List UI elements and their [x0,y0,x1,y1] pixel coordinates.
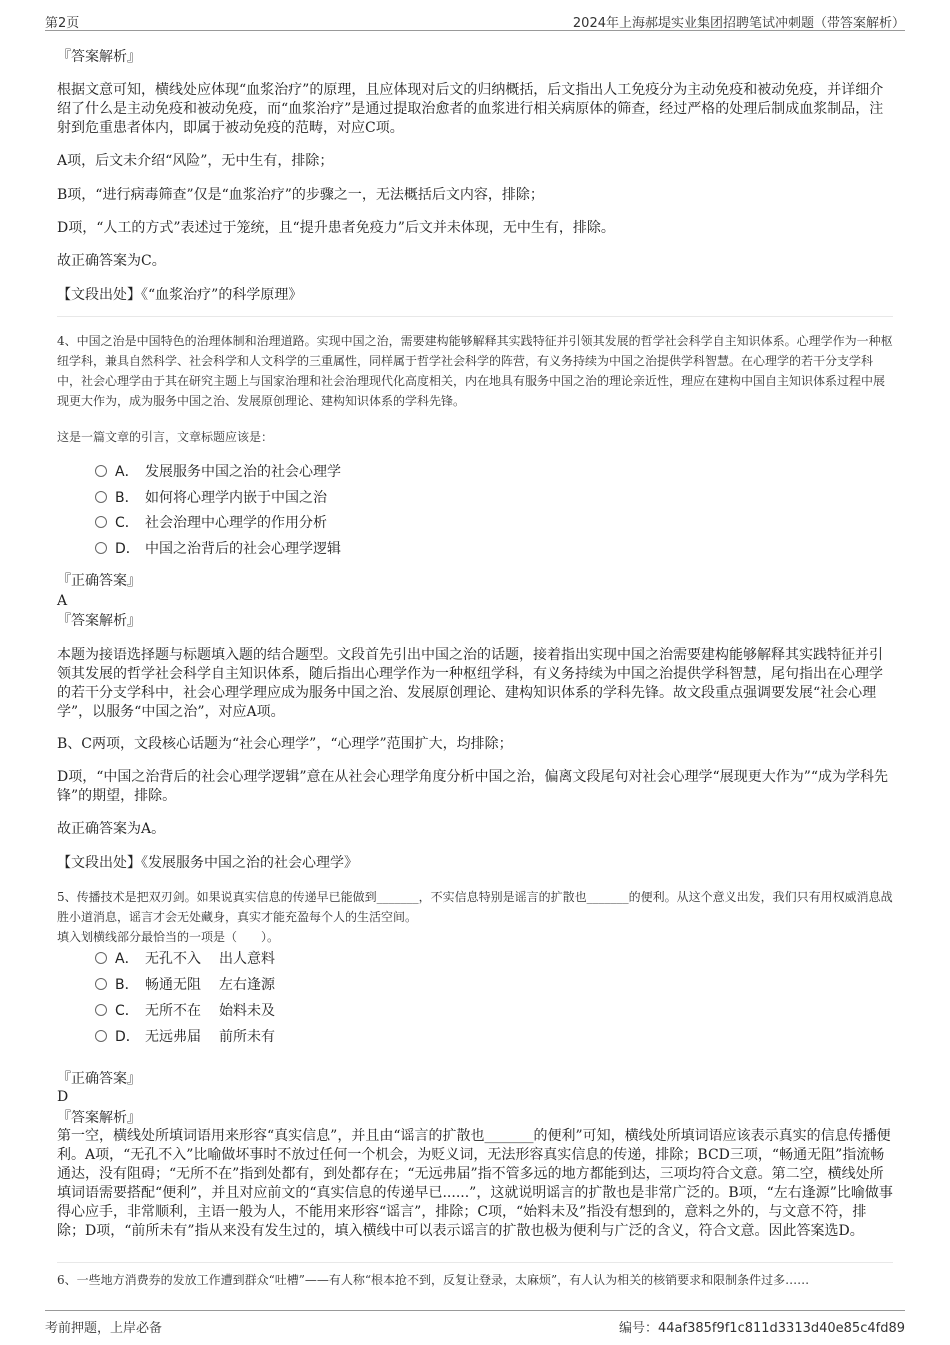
divider [57,1262,893,1263]
q5-question: 填入划横线部分最恰当的一项是（ ）。 [57,930,280,944]
radio-icon[interactable] [95,1030,107,1042]
radio-icon[interactable] [95,491,107,503]
q3-source: 【文段出处】《“血浆治疗”的科学原理》 [57,287,303,303]
q4-option-b[interactable]: B． 如何将心理学内嵌于中国之治 [95,488,327,508]
q6-stem: 6、一些地方消费券的发放工作遭到群众“吐槽”——有人称“根本抢不到，反复让登录，太麻烦”，有人认为相关的核销要求和限制条件过多…… [57,1273,810,1287]
q5-analysis-text: 第一空，横线处所填词语用来形容“真实信息”，并且由“谣言的扩散也_______的便利”可知，横线处所填词语应该表示真实的信息传播便利。A项，“无孔不入”比喻做坏事时不放过任何一个机会，为贬义词，无法形容真实信息的传递，排除；BCD三项，“畅通无阻”指流畅通达，没有阻碍；“无所不在”指到处都有，到处都存在；“无远弗届”指不管多远的地方都能到达，三项均符合文意。第二空，横线处所填词语需要搭配“便利”，并且对应前文的“真实信息的传递早已......”，这就说明谣言的扩散也是非常广泛的。B项，“左右逢源”比喻做事得心应手，非常顺利，主语一般为人，不能用来形容“谣言”，排除；C项，“始料未及”指没有想到的，意料之外的，与文意不符，排除；D项，“前所未有”指从来没有发生过的，填入横线中可以表示谣言的扩散也极为便利与广泛的含义，符合文意。因此答案选D。 [57,1128,893,1239]
q3-option-a-note: A项，后文未介绍“风险”，无中生有，排除； [57,153,334,169]
radio-icon[interactable] [95,516,107,528]
footer-slogan: 考前押题，上岸必备 [45,1321,163,1336]
q3-option-b-note: B项，“进行病毒筛查”仅是“血浆治疗”的步骤之一，无法概括后文内容，排除； [57,187,544,203]
q4-option-c[interactable]: C． 社会治理中心理学的作用分析 [95,513,327,533]
document-title: 2024年上海郝堤实业集团招聘笔试冲刺题（带答案解析） [572,16,905,31]
q3-analysis-text: 根据文意可知，横线处应体现“血浆治疗”的原理，且应体现对后文的归纳概括，后文指出人工免疫分为主动免疫和被动免疫，并详细介绍了什么是主动免疫和被动免疫，而“血浆治疗”是通过提取治愈者的血浆进行相关病原体的筛查，经过严格的处理后制成血浆制品，注射到危重患者体内，即属于被动免疫的范畴，对应C项。 [57,82,884,136]
q4-conclusion: 故正确答案为A。 [57,821,166,837]
radio-icon[interactable] [95,978,107,990]
page-number: 第2页 [45,16,80,31]
page-header [45,8,905,31]
q4-answer: A [57,593,68,609]
radio-icon[interactable] [95,542,107,554]
q5-option-a[interactable]: A． 无孔不入 出人意料 [95,949,275,969]
radio-icon[interactable] [95,952,107,964]
document-id: 编号：44af385f9f1c811d3313d40e85c4fd89 [618,1321,905,1336]
radio-icon[interactable] [95,465,107,477]
q4-option-d[interactable]: D． 中国之治背后的社会心理学逻辑 [95,539,341,559]
page-footer [45,1310,905,1339]
q4-source: 【文段出处】《发展服务中国之治的社会心理学》 [57,855,358,871]
q5-option-d[interactable]: D． 无远弗届 前所未有 [95,1027,275,1047]
q4-analysis-label: 『答案解析』 [57,613,141,629]
radio-icon[interactable] [95,1004,107,1016]
q3-analysis-label: 『答案解析』 [57,49,141,65]
q4-option-a[interactable]: A． 发展服务中国之治的社会心理学 [95,462,341,482]
q5-option-b[interactable]: B． 畅通无阻 左右逢源 [95,975,275,995]
q4-analysis-text: 本题为接语选择题与标题填入题的结合题型。文段首先引出中国之治的话题，接着指出实现中国之治需要建构能够解释其实践特征并引领其发展的哲学社会科学自主知识体系，随后指出心理学作为一种枢纽学科，有义务持续为中国之治提供学科智慧，尾句指出在心理学的若干分支学科中，社会心理学理应成为服务中国之治、发展原创理论、建构知识体系的学科先锋。故文段重点强调要发展“社会心理学”，以服务“中国之治”，对应A项。 [57,647,883,720]
q5-analysis-label: 『答案解析』 [57,1110,141,1126]
q3-conclusion: 故正确答案为C。 [57,253,166,269]
q3-option-d-note: D项，“人工的方式”表述过于笼统，且“提升患者免疫力”后文并未体现，无中生有，排除。 [57,220,615,236]
q5-answer: D [57,1089,69,1105]
q5-option-c[interactable]: C． 无所不在 始料未及 [95,1001,275,1021]
q5-stem: 5、传播技术是把双刃剑。如果说真实信息的传递早已能做到_______，不实信息特别是谣言的扩散也_______的便利。从这个意义出发，我们只有用权威消息战胜小道消息，谣言才会无处藏身，真实才能充盈每个人的生活空间。 [57,890,893,924]
divider [57,316,893,317]
q4-option-d-note: D项，“中国之治背后的社会心理学逻辑”意在从社会心理学角度分析中国之治，偏离文段尾句对社会心理学“展现更大作为”“成为学科先锋”的期望，排除。 [57,769,889,804]
q4-option-bc-note: B、C两项，文段核心话题为“社会心理学”，“心理学”范围扩大，均排除； [57,736,513,752]
q4-stem: 4、中国之治是中国特色的治理体制和治理道路。实现中国之治，需要建构能够解释其实践特征并引领其发展的哲学社会科学自主知识体系。心理学作为一种枢纽学科，兼具自然科学、社会科学和人文科学的三重属性，同样属于哲学社会科学的阵营，有义务持续为中国之治提供学科智慧。在心理学的若干分支学科中，社会心理学由于其在研究主题上与国家治理和社会治理现代化高度相关，内在地具有服务中国之治的理论亲近性，理应在建构中国自主知识体系过程中展现更大作为，成为服务中国之治、发展原创理论、建构知识体系的学科先锋。 [57,334,893,408]
q5-answer-label: 『正确答案』 [57,1071,141,1087]
q4-question: 这是一篇文章的引言，文章标题应该是： [57,430,274,444]
q4-answer-label: 『正确答案』 [57,573,141,589]
